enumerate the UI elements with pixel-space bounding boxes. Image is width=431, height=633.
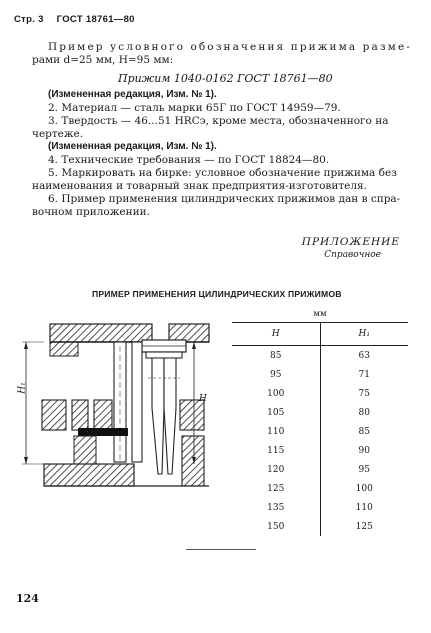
cell-h1: 125 [355,521,373,532]
item-6-line-1: 6. Пример применения цилиндрических прижимов дан в спра- [48,193,401,205]
cell-h1: 71 [358,369,370,380]
dimension-h1-label: H₁ [17,382,28,394]
cell-h: 120 [232,460,320,479]
table-row [232,365,408,384]
cell-h: 105 [232,403,320,422]
item-4: 4. Технические требования — по ГОСТ 18824—80. [48,154,330,166]
column-header-h: H [232,323,320,346]
dimension-h-label: H [199,394,207,404]
cell-h1: 75 [358,388,370,399]
table-unit: мм [232,309,408,323]
revision-note-2: (Измененная редакция, Изм. № 1). [48,141,217,152]
cell-h1: 63 [358,350,370,361]
clamp-head [142,340,186,358]
left-block [42,342,112,430]
clamp-assembly-drawing [14,316,214,502]
revision-note-1: (Измененная редакция, Изм. № 1). [48,89,217,100]
cell-h: 135 [232,498,320,517]
table-row [232,403,408,422]
table-row [232,460,408,479]
table-row [232,346,408,366]
cell-h1: 90 [358,445,370,456]
item-5-line-1: 5. Маркировать на бирке: условное обозначение прижима без [48,167,397,179]
cell-h: 100 [232,384,320,403]
appendix-heading: ПРИМЕР ПРИМЕНЕНИЯ ЦИЛИНДРИЧЕСКИХ ПРИЖИМОВ [92,289,342,299]
appendix-subtitle: Справочное [324,250,381,260]
example-line-1: Пример условного обозначения прижима разме- [48,41,412,53]
dimensions-table-container [232,309,408,536]
table-row [232,517,408,536]
table-row [232,441,408,460]
item-2: 2. Материал — сталь марки 65Г по ГОСТ 14959—79. [48,102,341,114]
cell-h: 85 [232,346,320,366]
item-3-line-1: 3. Твердость — 46...51 HRCэ, кроме места, обозначенного на [48,115,389,127]
table-row [232,422,408,441]
table-row [232,479,408,498]
item-5-line-2: наименования и товарный знак предприятия-изготовителя. [32,180,367,192]
page-number: 124 [16,592,39,605]
top-plate [50,324,209,342]
designation: Прижим 1040-0162 ГОСТ 18761—80 [118,72,333,85]
dimension-h1 [22,342,44,464]
guide-rods [114,342,142,462]
table-body [232,346,408,537]
table-row [232,384,408,403]
item-6-line-2: вочном приложении. [32,206,150,218]
divider-rule [186,549,256,550]
cell-h1: 80 [358,407,370,418]
cell-h1: 85 [358,426,370,437]
appendix-title: ПРИЛОЖЕНИЕ [301,236,400,248]
page-header [14,14,135,25]
item-3-line-2: чертеже. [32,128,84,140]
cell-h: 110 [232,422,320,441]
cell-h1: 100 [355,483,373,494]
standard-label: ГОСТ 18761—80 [56,14,135,25]
example-line-2: рами d=25 мм, H=95 мм: [32,54,174,66]
cell-h: 150 [232,517,320,536]
dimensions-table [232,323,408,536]
clamp-pin [148,358,180,474]
column-header-h1: H₁ [358,329,370,339]
cell-h: 125 [232,479,320,498]
page-label: Стр. 3 [14,14,44,25]
cell-h1: 95 [358,464,370,475]
table-row [232,498,408,517]
cell-h1: 110 [355,502,373,513]
cell-h: 95 [232,365,320,384]
right-block [180,400,204,486]
cell-h: 115 [232,441,320,460]
